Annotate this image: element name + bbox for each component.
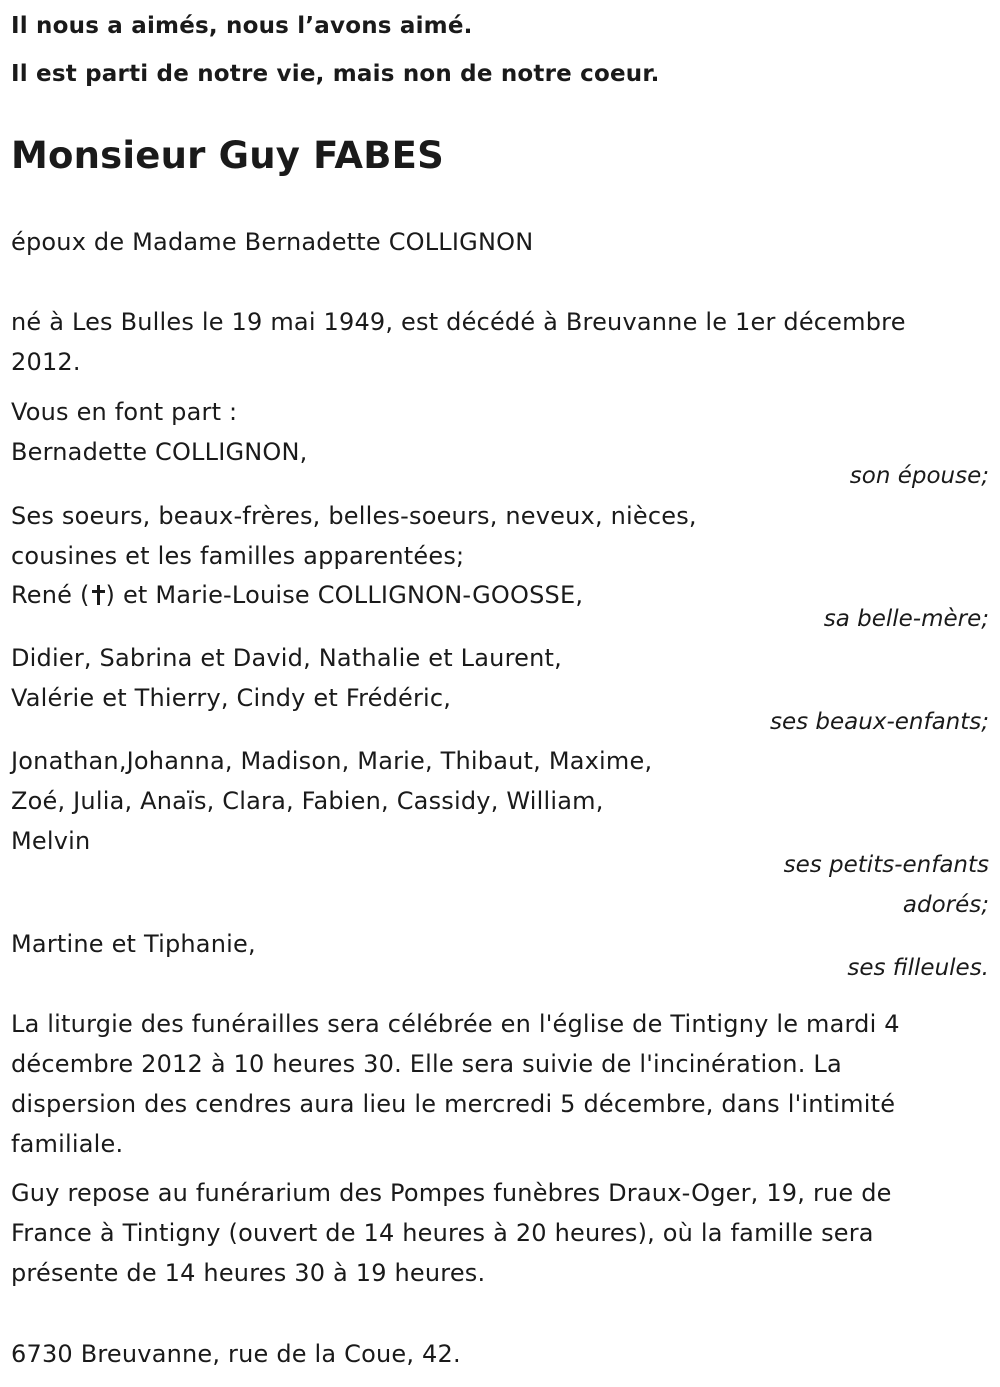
liturgy-line: dispersion des cendres aura lieu le mercredi 5 décembre, dans l'intimité [11, 1090, 896, 1118]
family-line-part: ) et Marie-Louise COLLIGNON-GOOSSE, [105, 581, 584, 609]
announcement-intro: Vous en font part : [11, 398, 238, 426]
relation-label: ses petits-enfants [783, 852, 989, 878]
viewing-line: France à Tintigny (ouvert de 14 heures à 20 heures), où la famille sera [11, 1219, 874, 1247]
liturgy-line: décembre 2012 à 10 heures 30. Elle sera suivie de l'incinération. La [11, 1050, 842, 1078]
liturgy-line: familiale. [11, 1130, 124, 1158]
family-line: Ses soeurs, beaux-frères, belles-soeurs, neveux, nièces, [11, 502, 697, 530]
motto-line-2: Il est parti de notre vie, mais non de notre coeur. [11, 61, 660, 87]
deceased-name: Monsieur Guy FABES [11, 134, 444, 177]
family-line-part: René ( [11, 581, 90, 609]
family-line: Zoé, Julia, Anaïs, Clara, Fabien, Cassidy, William, [11, 787, 604, 815]
family-line: Bernadette COLLIGNON, [11, 438, 308, 466]
family-line: Martine et Tiphanie, [11, 930, 256, 958]
liturgy-line: La liturgie des funérailles sera célébrée en l'église de Tintigny le mardi 4 [11, 1010, 900, 1038]
family-line-with-cross [11, 575, 583, 615]
motto-line-1: Il nous a aimés, nous l’avons aimé. [11, 13, 473, 39]
family-line: Jonathan,Johanna, Madison, Marie, Thibaut, Maxime, [11, 747, 653, 775]
family-line: Valérie et Thierry, Cindy et Frédéric, [11, 684, 452, 712]
relation-label: son épouse; [849, 463, 989, 489]
cross-icon [92, 585, 104, 605]
relation-label: sa belle-mère; [823, 606, 989, 632]
viewing-line: présente de 14 heures 30 à 19 heures. [11, 1259, 486, 1287]
family-address: 6730 Breuvanne, rue de la Coue, 42. [11, 1340, 461, 1368]
relation-label: adorés; [902, 892, 989, 918]
birth-death-line-2: 2012. [11, 348, 81, 376]
relation-label: ses filleules. [847, 955, 989, 981]
family-line: Didier, Sabrina et David, Nathalie et Laurent, [11, 644, 562, 672]
spouse-line: époux de Madame Bernadette COLLIGNON [11, 228, 534, 256]
viewing-line: Guy repose au funérarium des Pompes funèbres Draux-Oger, 19, rue de [11, 1179, 892, 1207]
family-line: cousines et les familles apparentées; [11, 542, 465, 570]
birth-death-line-1: né à Les Bulles le 19 mai 1949, est décédé à Breuvanne le 1er décembre [11, 308, 906, 336]
relation-label: ses beaux-enfants; [769, 709, 989, 735]
family-line: Melvin [11, 827, 91, 855]
